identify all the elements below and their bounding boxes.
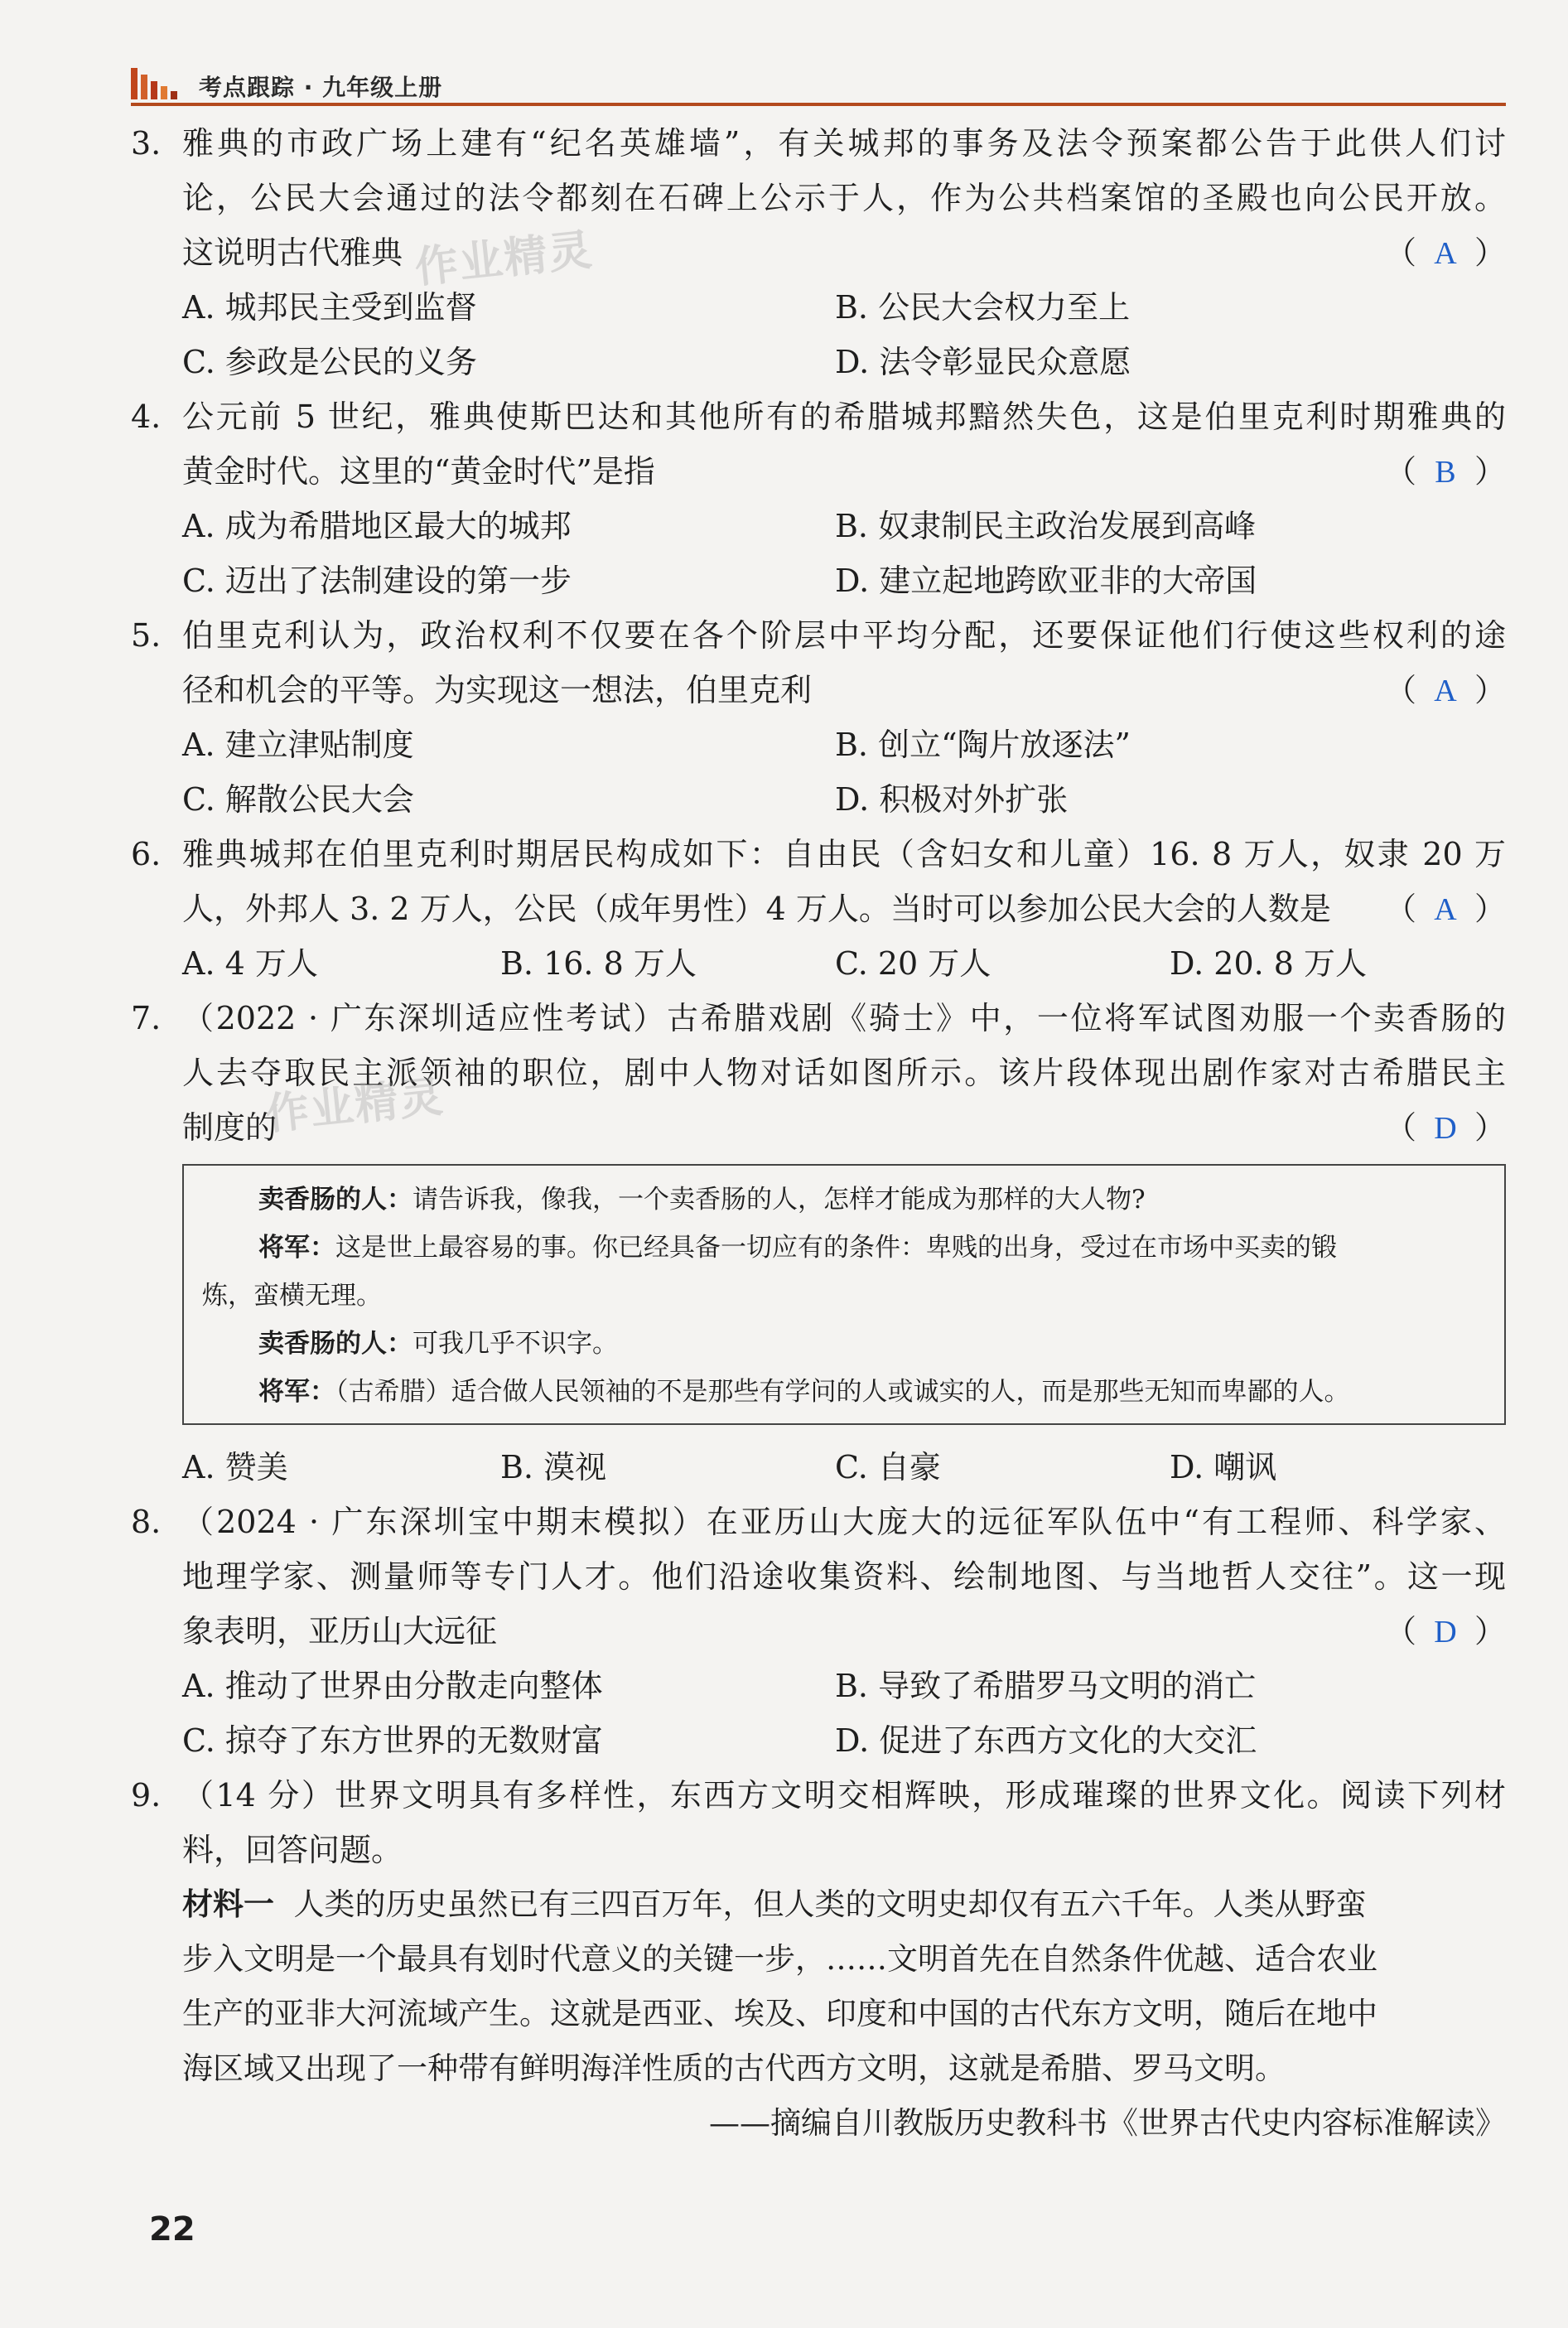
- answer-letter: D: [1434, 1111, 1457, 1146]
- question-text-line: 地理学家、测量师等专门人才。他们沿途收集资料、绘制地图、与当地哲人交往”。这一现: [182, 1558, 1506, 1595]
- option-d: D. 嘲讽: [1170, 1449, 1277, 1485]
- question-text-line: （2024 · 广东深圳宝中期末模拟）在亚历山大庞大的远征军队伍中“有工程师、科学家、: [182, 1504, 1506, 1540]
- question-number: 6.: [131, 836, 162, 872]
- answer-letter: B: [1435, 455, 1456, 490]
- answer-bracket: （ B ）: [1385, 444, 1506, 500]
- page-header: [131, 65, 1506, 103]
- question-text-line: 料，回答问题。: [182, 1832, 403, 1868]
- answer-bracket: （ A ）: [1385, 881, 1506, 937]
- option-c: C. 参政是公民的义务: [182, 344, 477, 380]
- option-a: A. 4 万人: [182, 945, 318, 982]
- question-text-line: 人去夺取民主派领袖的职位，剧中人物对话如图所示。该片段体现出剧作家对古希腊民主: [182, 1055, 1506, 1091]
- option-b: B. 公民大会权力至上: [835, 289, 1131, 326]
- dialogue-line: [258, 1368, 1542, 1416]
- question-number: 9.: [131, 1777, 162, 1814]
- material-title: 材料一: [182, 1886, 274, 1922]
- material-source: ——摘编自川教版历史教科书《世界古代史内容标准解读》: [709, 2105, 1506, 2141]
- dialogue-line: [202, 1272, 1486, 1320]
- answer-bracket: （ A ）: [1385, 225, 1506, 281]
- option-b: B. 导致了希腊罗马文明的消亡: [835, 1668, 1257, 1704]
- option-c: C. 掠夺了东方世界的无数财富: [182, 1722, 603, 1759]
- answer-letter: D: [1434, 1615, 1457, 1649]
- watermark-logo: 作业精灵: [263, 1071, 447, 1141]
- answer-bracket: （ D ）: [1385, 1604, 1506, 1659]
- speaker: 卖香肠的人：: [258, 1185, 413, 1215]
- dialogue-line: [258, 1320, 1542, 1368]
- speaker: 将军：: [258, 1377, 335, 1407]
- dialogue-line: [258, 1224, 1542, 1272]
- option-b: B. 16. 8 万人: [500, 945, 697, 982]
- material-line: 步入文明是一个最具有划时代意义的关键一步，……文明首先在自然条件优越、适合农业: [182, 1941, 1377, 1977]
- option-a: A. 建立津贴制度: [182, 727, 414, 763]
- question-text-line: 这说明古代雅典: [182, 234, 403, 271]
- option-a: A. 赞美: [182, 1449, 288, 1485]
- option-c: C. 迈出了法制建设的第一步: [182, 563, 572, 599]
- speaker: 卖香肠的人：: [258, 1329, 413, 1359]
- header-divider: [131, 103, 1506, 106]
- speech: 炼，蛮横无理。: [202, 1281, 382, 1311]
- speech: 可我几乎不识字。: [413, 1329, 618, 1359]
- question-text-line: （2022 · 广东深圳适应性考试）古希腊戏剧《骑士》中，一位将军试图劝服一个卖香肠的: [182, 1000, 1506, 1036]
- page-number: 22: [149, 2210, 195, 2248]
- question-number: 7.: [131, 1000, 162, 1036]
- option-d: D. 积极对外扩张: [835, 781, 1069, 818]
- book-logo-icon: [131, 68, 182, 99]
- option-b: B. 创立“陶片放逐法”: [835, 727, 1131, 763]
- answer-letter: A: [1434, 674, 1457, 708]
- question-text-line: 径和机会的平等。为实现这一想法，伯里克利: [182, 672, 813, 708]
- option-c: C. 20 万人: [835, 945, 991, 982]
- option-a: A. 成为希腊地区最大的城邦: [182, 508, 572, 544]
- dialogue-line: [258, 1176, 1542, 1224]
- answer-letter: A: [1434, 236, 1457, 271]
- material-line: 材料一 人类的历史虽然已有三四百万年，但人类的文明史却仅有五六千年。人类从野蛮: [182, 1886, 1367, 1922]
- speech: 这是世上最容易的事。你已经具备一切应有的条件：卑贱的出身，受过在市场中买卖的锻: [335, 1233, 1337, 1263]
- question-text-line: 制度的: [182, 1109, 277, 1146]
- option-d: D. 法令彰显民众意愿: [835, 344, 1131, 380]
- speech: （古希腊）适合做人民领袖的不是那些有学问的人或诚实的人，而是那些无知而卑鄙的人。: [335, 1377, 1350, 1407]
- option-b: B. 漠视: [500, 1449, 607, 1485]
- question-text-line: 黄金时代。这里的“黄金时代”是指: [182, 453, 655, 490]
- option-c: C. 自豪: [835, 1449, 941, 1485]
- question-text-line: 雅典城邦在伯里克利时期居民构成如下：自由民（含妇女和儿童）16. 8 万人，奴隶 20 万: [182, 836, 1506, 872]
- question-number: 3.: [131, 125, 162, 162]
- option-d: D. 20. 8 万人: [1170, 945, 1368, 982]
- question-text-line: 论，公民大会通过的法令都刻在石碑上公示于人，作为公共档案馆的圣殿也向公民开放。: [182, 180, 1506, 216]
- question-text-line: 象表明，亚历山大远征: [182, 1613, 498, 1649]
- material-line: 海区域又出现了一种带有鲜明海洋性质的古代西方文明，这就是希腊、罗马文明。: [182, 2050, 1286, 2086]
- option-d: D. 促进了东西方文化的大交汇: [835, 1722, 1257, 1759]
- material-line: 生产的亚非大河流域产生。这就是西亚、埃及、印度和中国的古代东方文明，随后在地中: [182, 1996, 1377, 2031]
- question-number: 4.: [131, 398, 162, 435]
- question-number: 5.: [131, 617, 162, 654]
- option-d: D. 建立起地跨欧亚非的大帝国: [835, 563, 1257, 599]
- speaker: 将军：: [258, 1233, 335, 1263]
- answer-bracket: （ D ）: [1385, 1100, 1506, 1156]
- option-a: A. 城邦民主受到监督: [182, 289, 477, 326]
- option-a: A. 推动了世界由分散走向整体: [182, 1668, 603, 1704]
- question-text-line: （14 分）世界文明具有多样性，东西方文明交相辉映，形成璀璨的世界文化。阅读下列材: [182, 1777, 1506, 1814]
- watermark-logo: 作业精灵: [413, 225, 596, 294]
- option-c: C. 解散公民大会: [182, 781, 414, 818]
- question-number: 8.: [131, 1504, 162, 1540]
- header-title: 考点跟踪 · 九年级上册: [199, 74, 443, 101]
- option-b: B. 奴隶制民主政治发展到高峰: [835, 508, 1257, 544]
- speech: 请告诉我，像我，一个卖香肠的人，怎样才能成为那样的大人物?: [413, 1185, 1146, 1215]
- question-text-line: 伯里克利认为，政治权利不仅要在各个阶层中平均分配，还要保证他们行使这些权利的途: [182, 617, 1506, 654]
- answer-bracket: （ A ）: [1385, 663, 1506, 718]
- dialogue-box: [182, 1164, 1506, 1425]
- question-text-line: 公元前 5 世纪，雅典使斯巴达和其他所有的希腊城邦黯然失色，这是伯里克利时期雅典的: [182, 398, 1506, 435]
- question-text-line: 人，外邦人 3. 2 万人，公民（成年男性）4 万人。当时可以参加公民大会的人数是: [182, 891, 1331, 927]
- answer-letter: A: [1434, 892, 1457, 927]
- question-text-line: 雅典的市政广场上建有“纪名英雄墙”，有关城邦的事务及法令预案都公告于此供人们讨: [182, 125, 1506, 162]
